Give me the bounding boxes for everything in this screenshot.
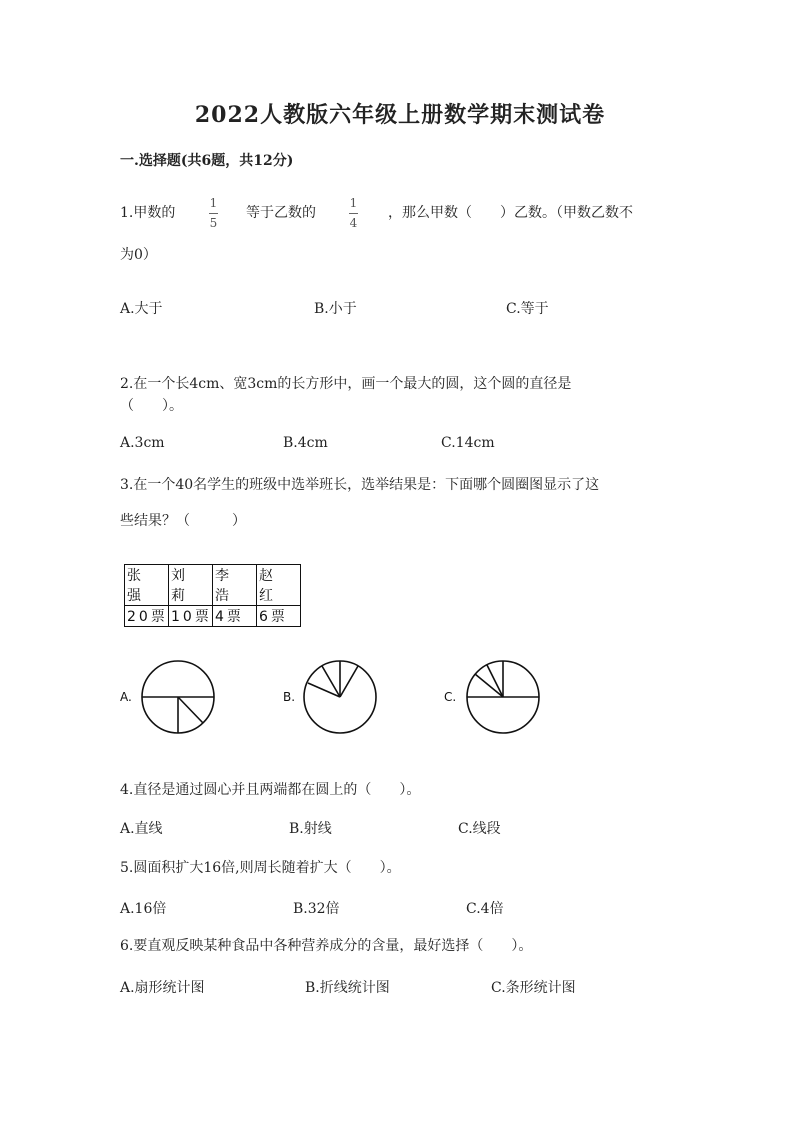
- table-cell-votes: 4票: [213, 606, 257, 627]
- question-2-stem-line-2: （ ）。: [120, 398, 183, 414]
- fraction-bar: [209, 213, 218, 214]
- question-3-option-c-label[interactable]: C.: [444, 690, 457, 704]
- pie-chart-option-a[interactable]: [140, 659, 216, 735]
- table-cell-name: 张 强: [125, 565, 169, 606]
- question-5-option-c[interactable]: C.4倍: [466, 901, 504, 917]
- pie-chart-option-c[interactable]: [465, 659, 541, 735]
- question-6-option-a[interactable]: A.扇形统计图: [120, 980, 205, 996]
- question-1-stem-part-c: ，那么甲数（ ）乙数。（甲数乙数不: [388, 205, 633, 221]
- table-cell-name: 赵 红: [257, 565, 301, 606]
- pie-divider-line: [178, 697, 203, 723]
- question-5-stem: 5.圆面积扩大16倍,则周长随着扩大（ ）。: [120, 860, 401, 876]
- question-2-option-b[interactable]: B.4cm: [283, 435, 328, 451]
- fraction-denominator: 4: [349, 216, 358, 230]
- table-row-names: [125, 565, 301, 606]
- question-2-option-a[interactable]: A.3cm: [120, 435, 165, 451]
- vote-results-table: [124, 564, 301, 627]
- question-1-option-c[interactable]: C.等于: [506, 301, 549, 317]
- fraction-numerator: 1: [209, 196, 218, 210]
- page-title: 2022人教版六年级上册数学期末测试卷: [194, 102, 606, 128]
- question-1-stem-part-a: 1.甲数的: [120, 205, 176, 221]
- table-row-votes: [125, 606, 301, 627]
- question-4-option-a[interactable]: A.直线: [120, 821, 163, 837]
- table-cell-name: 刘 莉: [169, 565, 213, 606]
- fraction-bar: [349, 213, 358, 214]
- question-6-option-b[interactable]: B.折线统计图: [305, 980, 390, 996]
- table-cell-votes: 6票: [257, 606, 301, 627]
- question-1-stem-part-d: 为0）: [120, 247, 157, 263]
- question-3-stem-line-2: 些结果？（ ）: [120, 513, 246, 529]
- question-3-option-b-label[interactable]: B.: [283, 690, 296, 704]
- section-heading: 一.选择题(共6题，共12分): [120, 153, 294, 169]
- question-5-option-a[interactable]: A.16倍: [120, 901, 167, 917]
- table-cell-name: 李 浩: [213, 565, 257, 606]
- table-cell-votes: 10票: [169, 606, 213, 627]
- question-1-fraction-1: [209, 196, 218, 231]
- table-cell-votes: 20票: [125, 606, 169, 627]
- question-3-stem-line-1: 3.在一个40名学生的班级中选举班长，选举结果是：下面哪个圆圈图显示了这: [120, 477, 600, 493]
- question-3-option-a-label[interactable]: A.: [120, 690, 132, 704]
- question-6-option-c[interactable]: C.条形统计图: [491, 980, 576, 996]
- question-1-fraction-2: [349, 196, 358, 231]
- pie-divider-line: [487, 665, 503, 697]
- question-1-option-a[interactable]: A.大于: [120, 301, 163, 317]
- question-1-option-b[interactable]: B.小于: [314, 301, 357, 317]
- pie-divider-line: [475, 674, 503, 697]
- question-4-option-c[interactable]: C.线段: [458, 821, 501, 837]
- pie-chart-option-b[interactable]: [302, 659, 378, 735]
- question-6-stem: 6.要直观反映某种食品中各种营养成分的含量，最好选择（ ）。: [120, 938, 533, 954]
- question-4-option-b[interactable]: B.射线: [289, 821, 332, 837]
- question-4-stem: 4.直径是通过圆心并且两端都在圆上的（ ）。: [120, 782, 421, 798]
- fraction-numerator: 1: [349, 196, 358, 210]
- fraction-denominator: 5: [209, 216, 218, 230]
- question-2-option-c[interactable]: C.14cm: [441, 435, 495, 451]
- question-2-stem-line-1: 2.在一个长4cm、宽3cm的长方形中，画一个最大的圆，这个圆的直径是: [120, 376, 572, 392]
- pie-divider-line: [340, 666, 358, 697]
- question-1-stem-part-b: 等于乙数的: [246, 205, 316, 221]
- question-5-option-b[interactable]: B.32倍: [293, 901, 340, 917]
